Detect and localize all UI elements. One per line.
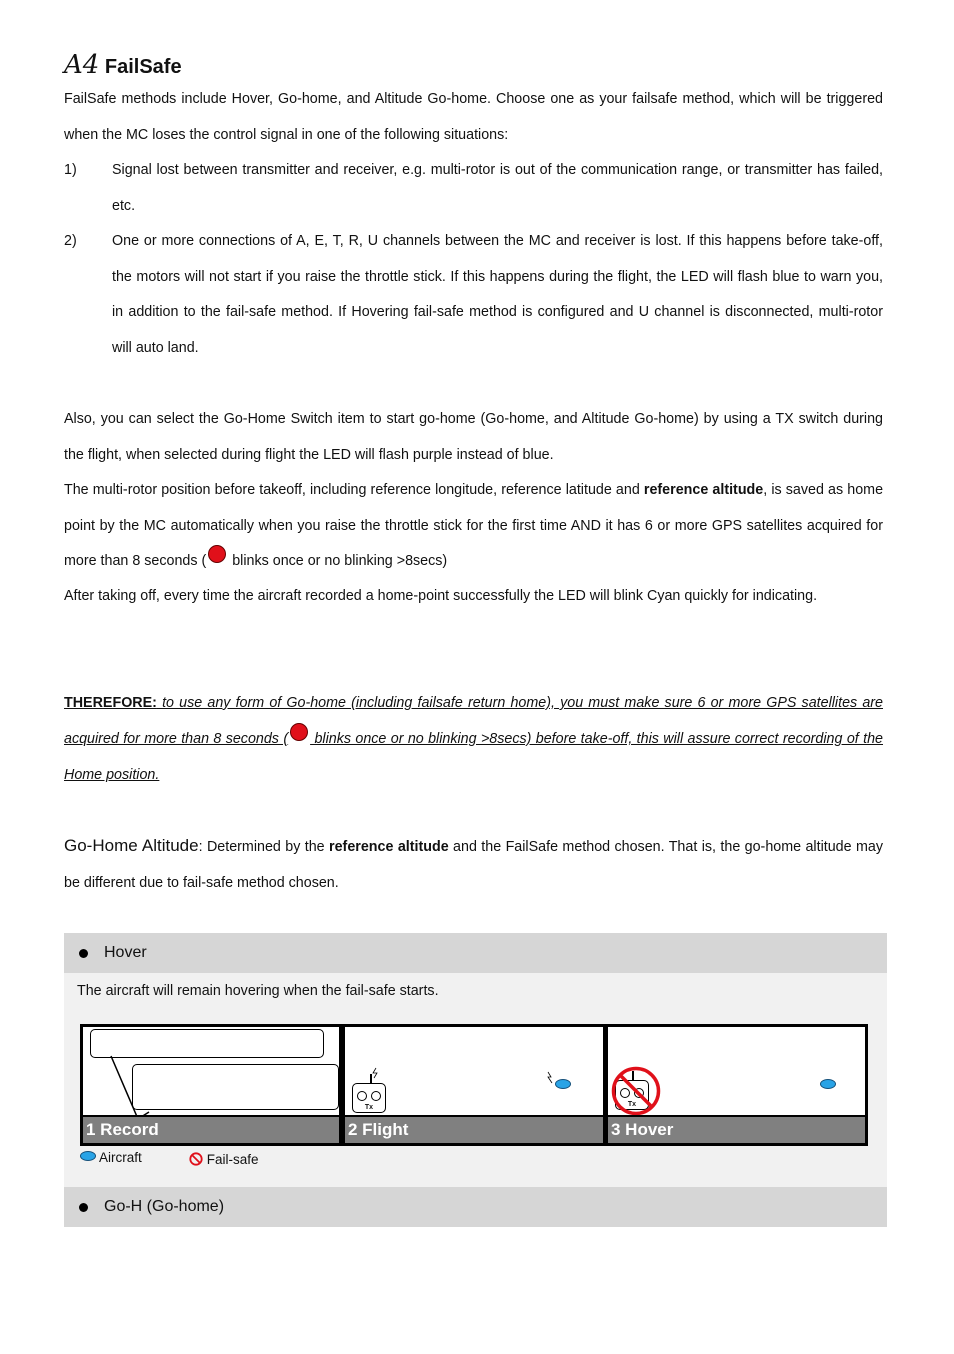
list-number-2: 2) — [64, 233, 77, 249]
legend-failsafe-label: Fail-safe — [206, 1152, 259, 1167]
red-led-icon — [290, 723, 308, 741]
signal-icon — [370, 1067, 380, 1079]
red-led-icon — [208, 545, 226, 563]
cyan-blink-paragraph: After taking off, every time the aircraft recorded a home-point successfully the LED will blink Cyan quickly for indicating. — [64, 588, 818, 604]
bullet-icon — [79, 949, 88, 958]
go-home-altitude-label: Go-Home Altitude — [64, 836, 199, 855]
panel-hover — [605, 1024, 868, 1146]
list-item-1: Signal lost between transmitter and receiver, e.g. multi-rotor is out of the communication range, or transmitter has failed, etc. — [112, 162, 883, 214]
panel-caption-hover: 3 Hover — [608, 1115, 865, 1143]
fail-safe-icon — [610, 1065, 662, 1117]
panel-record — [80, 1024, 342, 1146]
go-home-altitude-paragraph — [64, 828, 883, 901]
go-home-altitude-text-a: : Determined by the — [198, 839, 330, 855]
aircraft-icon — [820, 1079, 836, 1089]
section-title-text: FailSafe — [104, 56, 182, 78]
hover-header — [64, 933, 887, 973]
go-home-switch-paragraph: Also, you can select the Go-Home Switch item to start go-home (Go-home, and Altitude Go-home) by using a TX switch during the flight, when selected during flight the LED will flash purple instead of blue. — [64, 411, 883, 463]
transmitter-icon: Tx — [615, 1080, 649, 1110]
list-item-2: One or more connections of A, E, T, R, U channels between the MC and receiver is lost. If this happens before take-off, the motors will not start if you raise the throttle stick. If this happens during the flight, the LED will flash blue to warn you, in addition to the fail-safe method. If Hovering fail-safe method is configured and U channel is disconnected, multi-rotor will auto land. — [112, 233, 883, 356]
therefore-text-a: to use any form of Go-home (including failsafe return home), you must make sure 6 or more GPS satellites are acquired for more than 8 seconds ( — [64, 695, 883, 747]
transmitter-icon: Tx — [352, 1083, 386, 1113]
home-point-paragraph — [64, 473, 883, 580]
list-number-1: 1) — [64, 162, 77, 178]
bullet-icon — [79, 1203, 88, 1212]
section-title — [64, 50, 182, 80]
intro-paragraph: FailSafe methods include Hover, Go-home, and Altitude Go-home. Choose one as your failsafe method, which will be triggered when the MC loses the control signal in one of the following situations: — [64, 91, 883, 143]
callout-pointer — [83, 1027, 339, 1123]
home-point-text-a: The multi-rotor position before takeoff, including reference longitude, reference latitude and — [64, 482, 644, 498]
home-point-text-c: blinks once or no blinking >8secs) — [228, 553, 448, 569]
go-home-label: Go-H (Go-home) — [104, 1198, 225, 1215]
panel-caption-record: 1 Record — [83, 1115, 339, 1143]
reference-altitude-term: reference altitude — [329, 839, 449, 855]
legend-aircraft-label: Aircraft — [99, 1150, 142, 1165]
go-home-altitude-text-b: and the FailSafe method chosen. That is, the go-home altitude may be different due to fail-safe method chosen. — [64, 839, 883, 891]
legend-failsafe — [189, 1152, 259, 1167]
home-point-text-b: , is saved as home point by the MC automatically when you raise the throttle stick for the first time AND it has 6 or more GPS satellites acquired for more than 8 seconds ( — [64, 482, 884, 569]
section-number: A4 — [64, 50, 100, 80]
reference-altitude-term: reference altitude — [643, 482, 764, 498]
go-home-header — [64, 1187, 887, 1227]
panel-flight — [342, 1024, 606, 1146]
aircraft-icon — [80, 1151, 96, 1161]
legend-aircraft — [80, 1150, 142, 1165]
therefore-text-b: blinks once or no blinking >8secs) before take-off, this will assure correct recording of the Home position. — [64, 731, 883, 783]
therefore-label: THEREFORE: — [64, 695, 157, 711]
panel-caption-flight: 2 Flight — [345, 1115, 603, 1143]
fail-safe-icon — [189, 1152, 203, 1166]
hover-label: Hover — [104, 944, 147, 961]
therefore-paragraph — [64, 685, 883, 793]
aircraft-icon — [555, 1079, 571, 1089]
hover-description: The aircraft will remain hovering when the fail-safe starts. — [77, 983, 439, 999]
